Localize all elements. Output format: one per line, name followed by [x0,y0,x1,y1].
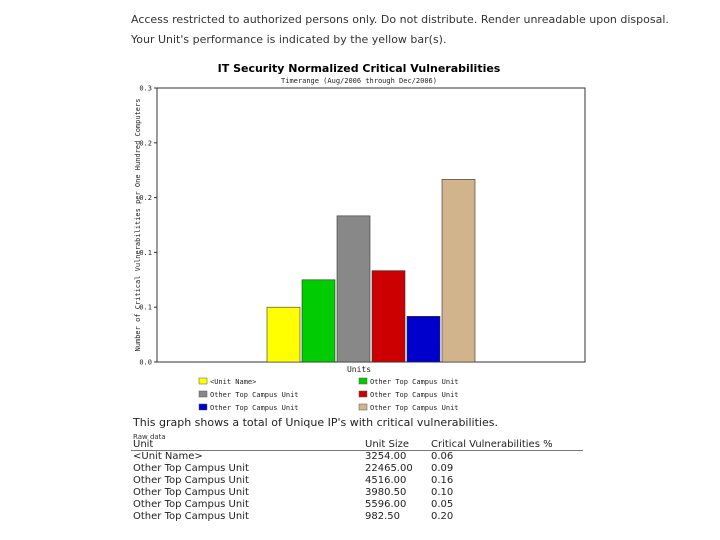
y-tick-label: 0.2 [139,139,152,148]
y-tick-label: 0.0 [139,358,152,367]
cell-unit-size: 4516.00 [365,475,407,486]
cell-critical-pct: 0.16 [431,475,454,486]
legend-swatch [199,404,207,410]
bar [302,280,335,362]
legend-label: Other Top Campus Unit [370,378,459,386]
legend [199,378,459,412]
cell-critical-pct: 0.06 [431,451,454,462]
legend-swatch [199,378,207,384]
column-header-unit-size: Unit Size [365,439,410,450]
cell-unit-size: 3980.50 [365,487,407,498]
legend-label: <Unit Name> [210,378,257,386]
legend-swatch [199,391,207,397]
column-header-critical-pct: Critical Vulnerabilities % [431,439,553,450]
column-header-unit: Unit [133,439,154,450]
bar [372,271,405,362]
bar [267,307,300,362]
cell-unit-size: 22465.00 [365,463,413,474]
bar-chart [127,55,591,425]
table-row [131,511,583,523]
table-row [131,475,583,487]
raw-data-table [131,439,583,523]
legend-label: Other Top Campus Unit [370,404,459,412]
legend-label: Other Top Campus Unit [210,391,299,399]
cell-unit: Other Top Campus Unit [133,475,249,486]
table-row [131,463,583,475]
performance-note: Your Unit's performance is indicated by the yellow bar(s). [131,33,447,46]
legend-swatch [359,404,367,410]
cell-unit: Other Top Campus Unit [133,511,249,522]
y-tick-label: 0.3 [139,84,152,93]
y-tick-label: 0.1 [139,248,152,257]
legend-swatch [359,391,367,397]
legend-swatch [359,378,367,384]
cell-critical-pct: 0.09 [431,463,454,474]
legend-label: Other Top Campus Unit [370,391,459,399]
cell-unit: <Unit Name> [133,451,203,462]
y-tick-label: 0.2 [139,194,152,203]
legend-label: Other Top Campus Unit [210,404,299,412]
y-tick-label: 0.1 [139,303,152,312]
chart-panel [127,55,591,425]
bar [337,216,370,362]
cell-unit-size: 5596.00 [365,499,407,510]
cell-unit: Other Top Campus Unit [133,499,249,510]
bar [442,179,475,362]
cell-unit-size: 3254.00 [365,451,407,462]
cell-unit: Other Top Campus Unit [133,463,249,474]
table-header-row [131,439,583,451]
bar [407,316,440,362]
y-axis-label: Number of Critical Vulnerabilities per One Hundred Computers [134,98,142,352]
access-notice: Access restricted to authorized persons only. Do not distribute. Render unreadable upon disposal. [131,13,669,26]
chart-title: IT Security Normalized Critical Vulnerabilities [217,62,501,75]
cell-unit: Other Top Campus Unit [133,487,249,498]
cell-critical-pct: 0.05 [431,499,454,510]
chart-subtitle: Timerange (Aug/2006 through Dec/2006) [281,77,437,85]
table-row [131,487,583,499]
cell-critical-pct: 0.10 [431,487,454,498]
table-row [131,499,583,511]
cell-critical-pct: 0.20 [431,511,454,522]
x-axis-label: Units [346,365,372,374]
plot-area [157,88,585,362]
cell-unit-size: 982.50 [365,511,400,522]
table-row [131,451,583,464]
summary-text: This graph shows a total of Unique IP's with critical vulnerabilities. [133,416,498,429]
raw-data-label: Raw data [133,433,166,441]
